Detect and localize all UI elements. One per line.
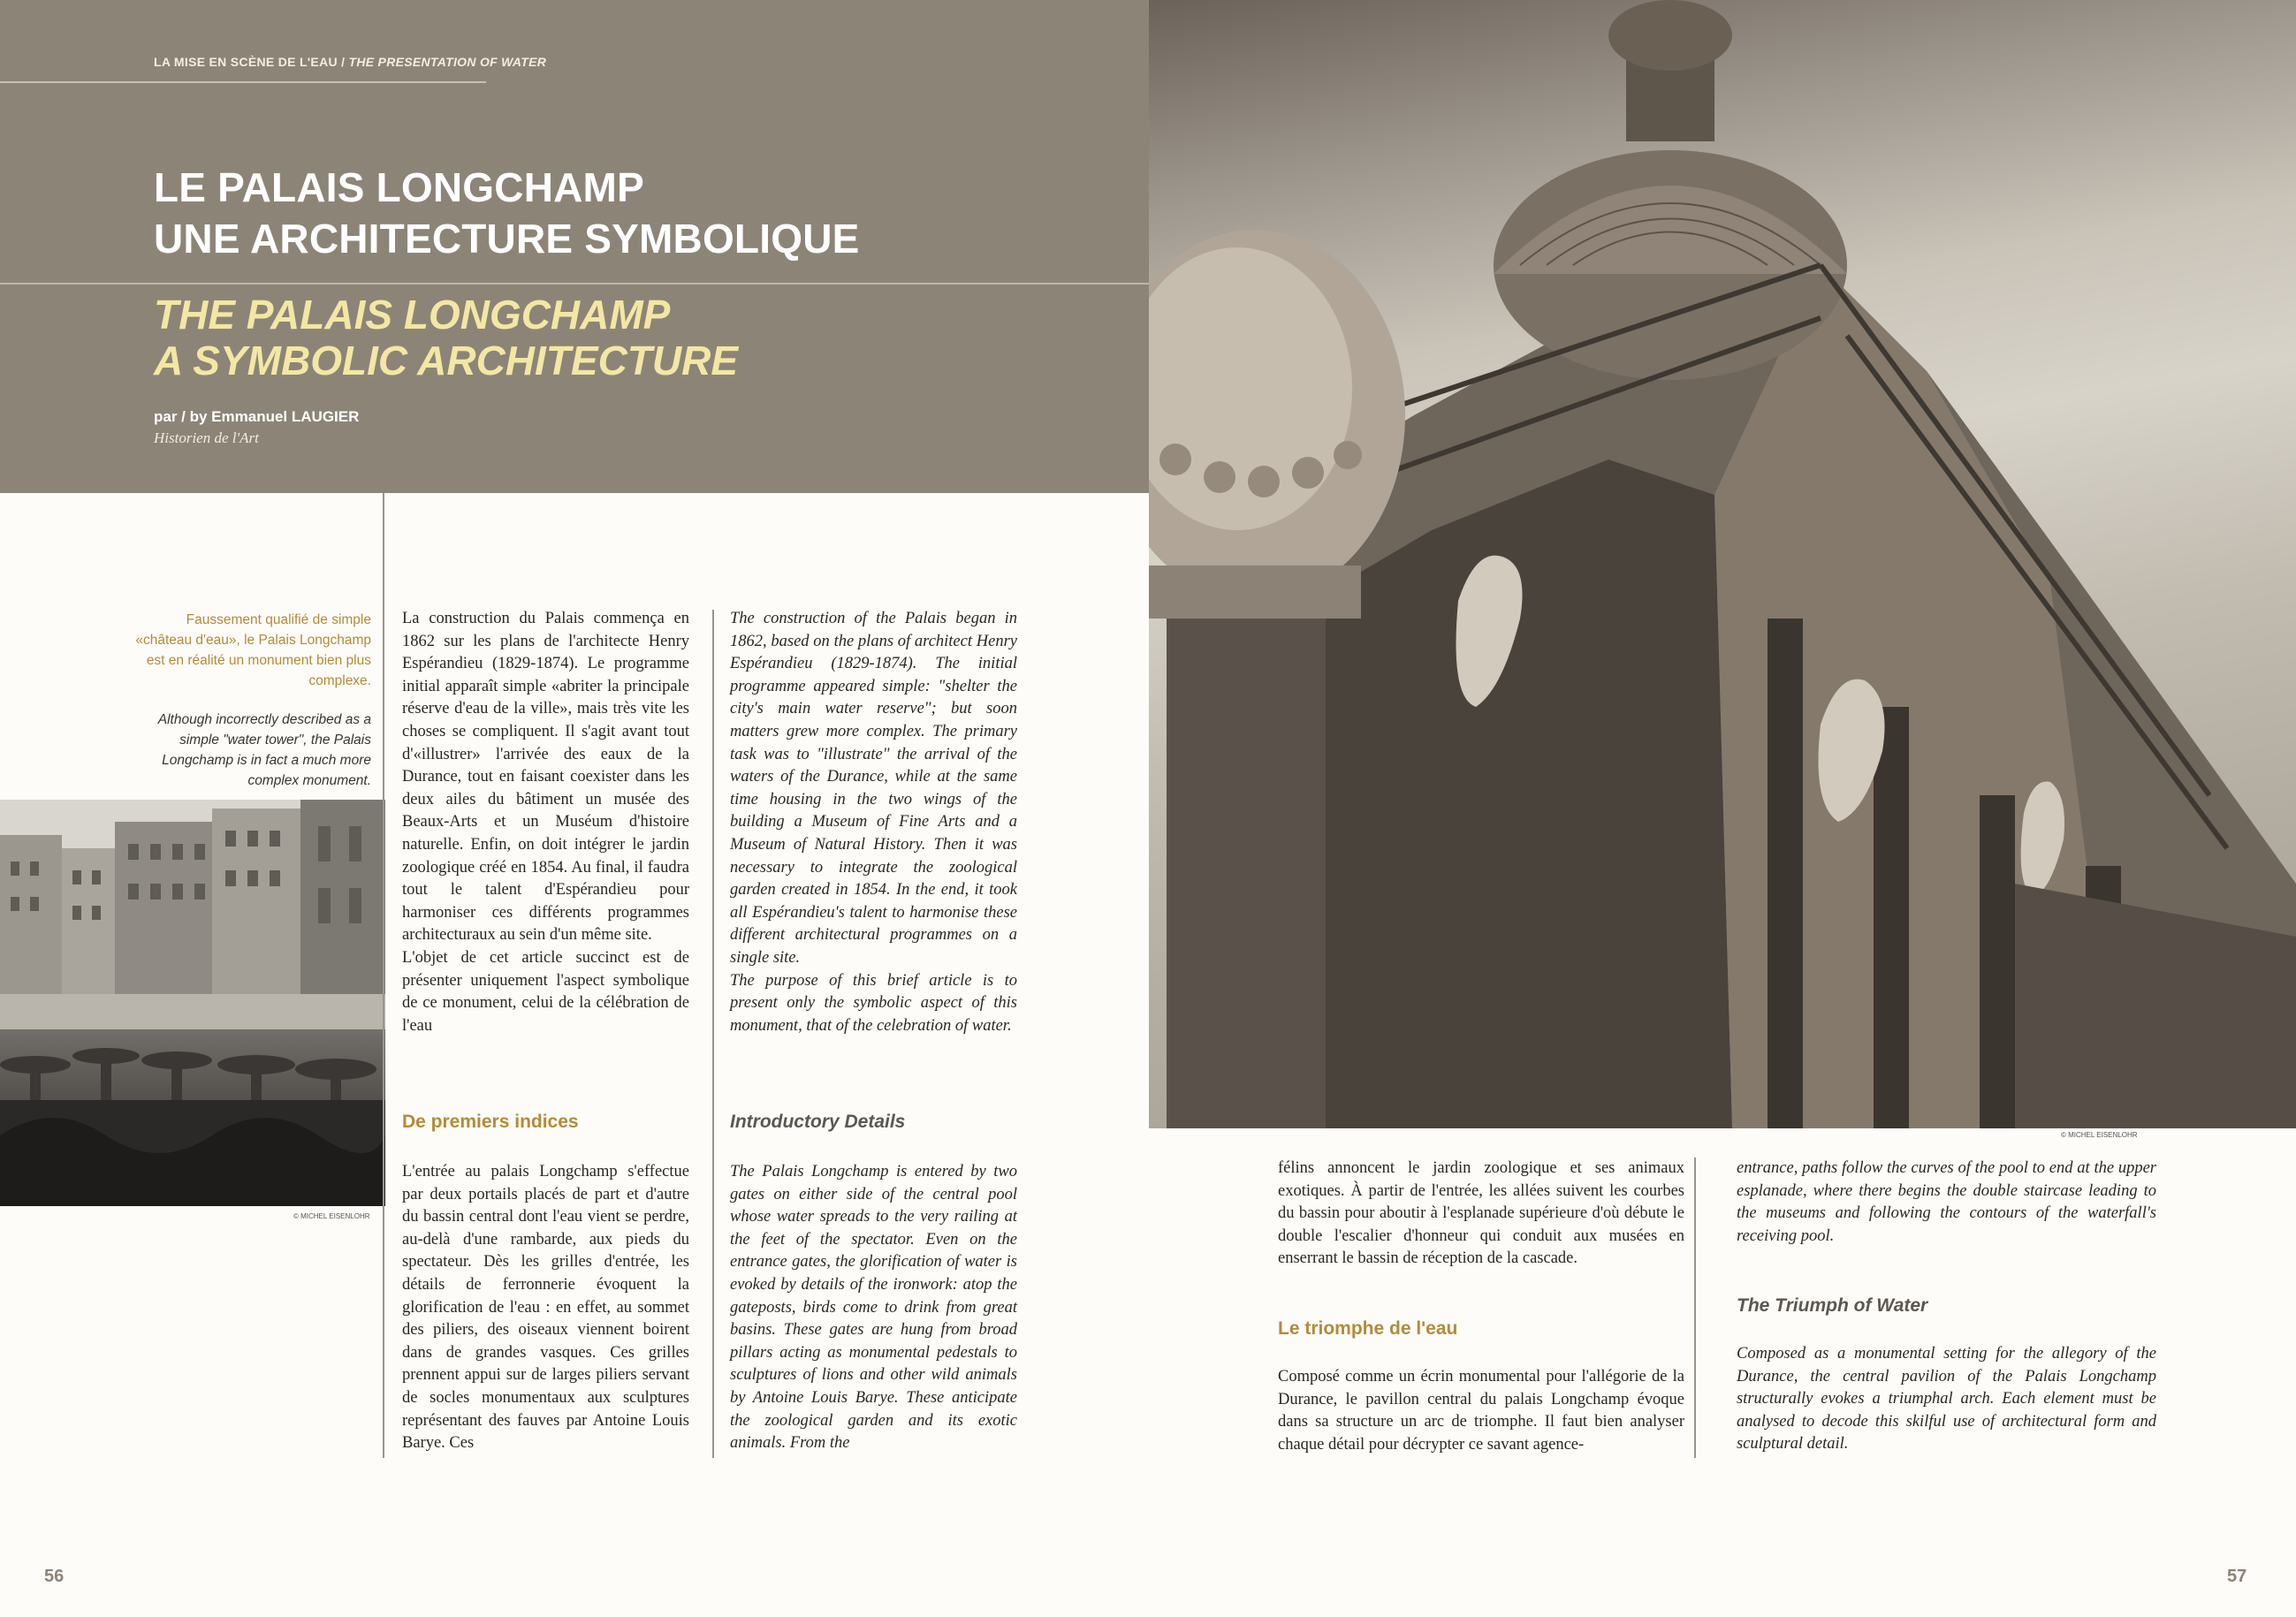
paragraph: entrance, paths follow the curves of the pool to end at the upper esplanade, where there begins the double staircase leading to the museums and following the contours of the waterfall's receiving pool. [1737, 1159, 2156, 1245]
paragraph: Composé comme un écrin monumental pour l'allégorie de la Durance, le pavillon central du palais Longchamp évoque dans sa structure un arc de triomphe. Il faut bien analyser chaque détail pour décrypter ce savant agence- [1278, 1368, 1684, 1454]
body-column-french [1278, 1366, 1684, 1456]
body-column-french [402, 1161, 689, 1455]
title-french: LE PALAIS LONGCHAMP UNE ARCHITECTURE SYMBOLIQUE [154, 164, 860, 262]
subhead-english: Introductory Details [730, 1112, 906, 1132]
column-rule [712, 610, 714, 1458]
section-kicker: LA MISE EN SCÈNE DE L'EAU / THE PRESENTATION OF WATER [154, 55, 547, 69]
right-page [1149, 0, 2296, 1617]
fountain-photo [0, 800, 385, 1206]
paragraph: La construction du Palais commença en 1862 sur les plans de l'architecte Henry Espérandieu (1829-1874). Le programme initial apparaît simple «abriter la principale réserve d'eau de la ville», mais très vite les choses se compliquent. Il s'agit avant tout d'«illustrer» l'arrivée des eaux de la Durance, tout en faisant coexister dans les deux ailes du bâtiment un musée des Beaux-Arts et un Muséum d'histoire naturelle. Enfin, on doit intégrer le jardin zoologique créé en 1854. Au final, il faudra tout le talent d'Espérandieu pour harmoniser ces différents programmes architecturaux au sein d'un même site. [402, 610, 689, 945]
photo-credit-left: © MICHEL EISENLOHR [293, 1212, 370, 1220]
paragraph: félins annoncent le jardin zoologique et ses animaux exotiques. À partir de l'entrée, les allées suivent les courbes du bassin pour aboutir à l'esplanade supérieure d'où débute le double l'escalier d'honneur qui conduit aux musées en enserrant le bassin de réception de la cascade. [1278, 1159, 1684, 1268]
subhead-french: Le triomphe de l'eau [1278, 1318, 1458, 1339]
sidebar-intro-english: Although incorrectly described as a simple "water tower", the Palais Longchamp is in fact a much more complex monument. [157, 712, 371, 788]
page-number-right: 57 [2227, 1567, 2247, 1586]
sidebar-intro-french: Faussement qualifié de simple «château d'eau», le Palais Longchamp est en réalité un monument bien plus complexe. [135, 612, 371, 688]
paragraph: L'entrée au palais Longchamp s'effectue par deux portails placés de part et d'autre du bassin central dont l'eau vient se perdre, au-delà d'une rambarde, aux pieds du spectateur. Dès les grilles d'entrée, les détails de ferronnerie évoquent la glorification de l'eau : en effet, au sommet des piliers, des oiseaux viennent boirent dans de grandes vasques. Ces grilles prennent appui sur de larges piliers servant de socles monumentaux aux sculptures représentant des fauves par Antoine Louis Barye. Ces [402, 1163, 689, 1453]
column-rule [383, 493, 384, 1458]
photo-credit-right: © MICHEL EISENLOHR [2061, 1131, 2138, 1139]
page-number-left: 56 [44, 1567, 65, 1586]
byline: par / by Emmanuel LAUGIER [154, 408, 360, 425]
header-band [0, 0, 1149, 493]
body-column-french [402, 608, 689, 1037]
kicker-rule [0, 81, 486, 83]
paragraph: The Palais Longchamp is entered by two gates on either side of the central pool whose water spreads to the very railing at the feet of the spectator. Even on the entrance gates, the glorification of water is evoked by details of the ironwork: atop the gateposts, birds come to drink from great basins. These gates are hung from broad pillars acting as monumental pedestals to sculptures of lions and other wild animals by Antoine Louis Barye. These anticipate the zoological garden and its exotic animals. From the [730, 1163, 1017, 1453]
paragraph: Composed as a monumental setting for the allegory of the Durance, the central pavilion of the Palais Longchamp structurally evokes a triumphal arch. Each element must be analysed to decode this skilful use of architectural form and sculptural detail. [1737, 1345, 2156, 1454]
paragraph: The construction of the Palais began in 1862, based on the plans of architect Henry Espérandieu (1829-1874). The initial programme appeared simple: "shelter the city's main water reserve"; but soon matters grew more complex. The primary task was to "illustrate" the arrival of the waters of the Durance, while at the same time housing in the two wings of the building a Museum of Fine Arts and a Museum of Natural History. Then it was necessary to integrate the zoological garden created in 1854. In the end, it took all Espérandieu's talent to harmonise these different architectural programmes on a single site. [730, 610, 1017, 967]
title-rule [0, 283, 1149, 285]
subhead-french: De premiers indices [402, 1112, 579, 1132]
subhead-english: The Triumph of Water [1737, 1295, 1928, 1316]
body-column-english [730, 1161, 1017, 1455]
column-rule [1694, 1158, 1696, 1458]
title-english: THE PALAIS LONGCHAMP A SYMBOLIC ARCHITECTURE [154, 292, 739, 383]
palais-longchamp-photo [1149, 0, 2296, 1128]
paragraph: The purpose of this brief article is to present only the symbolic aspect of this monument, that of the celebration of water. [730, 971, 1017, 1035]
body-column-french [1278, 1158, 1684, 1271]
byline-role: Historien de l'Art [154, 429, 259, 446]
paragraph: L'objet de cet article succinct est de présenter uniquement l'aspect symbolique de ce monument, celui de la célébration de l'eau [402, 948, 689, 1035]
body-column-english [1737, 1343, 2156, 1456]
body-column-english [730, 608, 1017, 1037]
body-column-english [1737, 1158, 2156, 1248]
